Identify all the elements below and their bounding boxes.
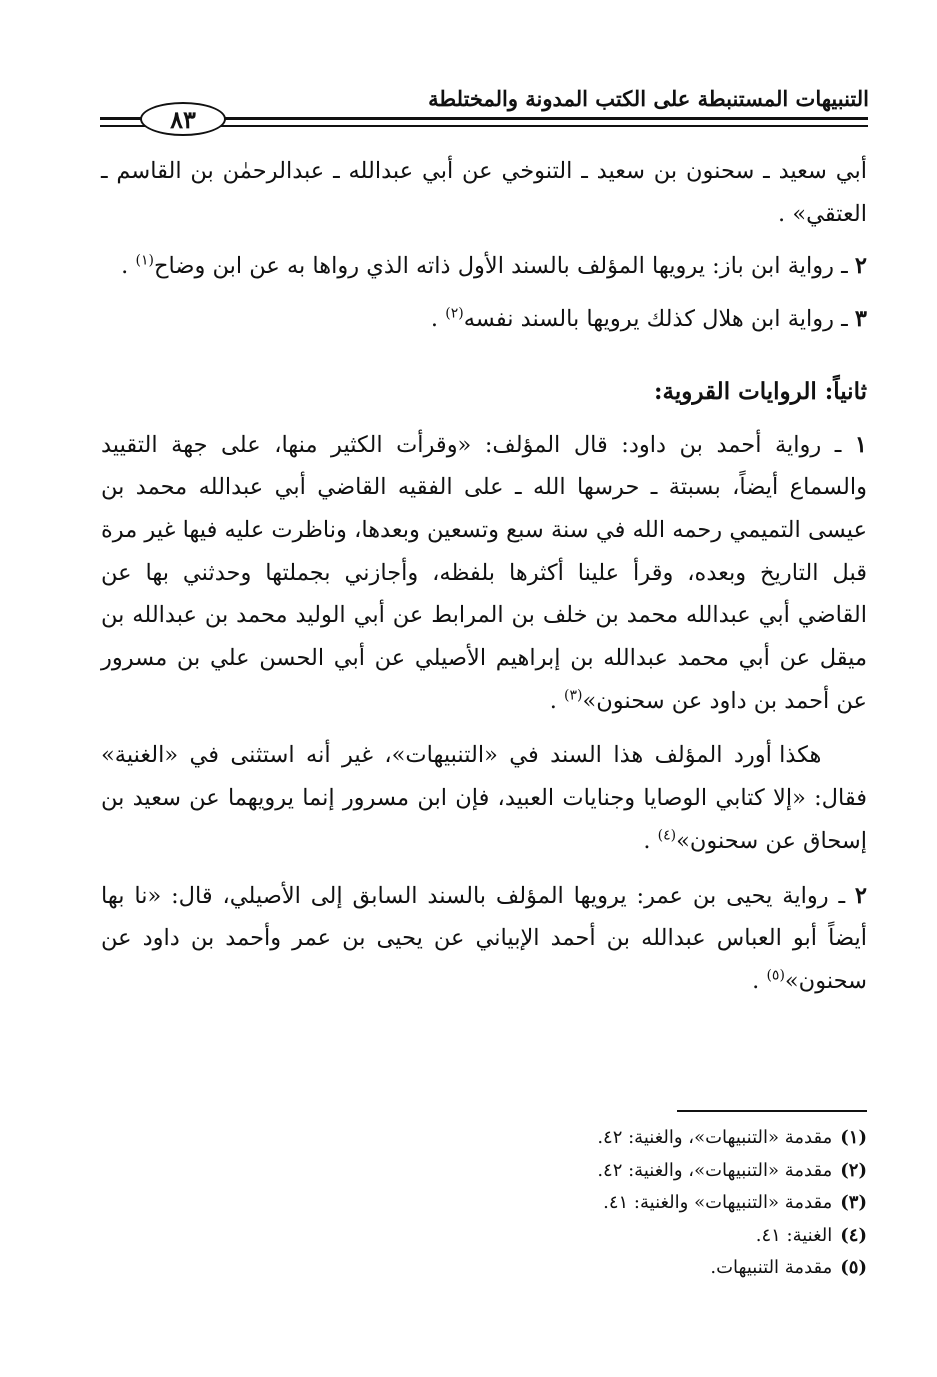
footnotes xyxy=(101,1122,867,1285)
section-heading: ثانياً: الروايات القروية: xyxy=(654,377,867,405)
paragraph-text: ـ رواية يحيى بن عمر: يرويها المؤلف بالسند السابق إلى الأصيلي، قال: «نا بها أيضاً أبو العباس عبدالله بن أحمد الإبياني عن يحيى بن عمر وأحمد بن داود عن سحنون» xyxy=(101,882,867,994)
paragraph-text: ـ رواية أحمد بن داود: قال المؤلف: «وقرأت الكثير منها، على جهة التقييد والسماع أيضاً، بسبتة ـ حرسها الله ـ على الفقيه القاضي أبي عبدالله محمد بن عيسى التميمي رحمه الله في سنة سبع وتسعين وبعدها، وناظرت عليه فيها غير مرة قبل التاريخ وبعده، وقرأ علينا أكثرها بلفظه، وأجازني بجملتها وحدثني بها عن القاضي أبي عبدالله محمد بن خلف بن المرابط عن أبي الوليد محمد بن عبدالله بن ميقل عن أبي محمد عبدالله بن إبراهيم الأصيلي عن أبي الحسن علي بن مسرور عن أحمد بن داود عن سحنون» xyxy=(101,431,867,714)
footnote-text: مقدمة «التنبيهات»، والغنية: ٤٢. xyxy=(597,1127,833,1148)
footnote-ref[interactable]: (٢) xyxy=(445,305,464,322)
footnote-separator xyxy=(677,1110,867,1112)
period: . xyxy=(121,253,136,280)
period: . xyxy=(643,827,658,854)
paragraph-text: ـ رواية ابن باز: يرويها المؤلف بالسند الأول ذاته الذي رواها به عن ابن وضاح xyxy=(153,253,848,280)
paragraph-commentary xyxy=(101,734,867,862)
item-number: ١ xyxy=(854,431,868,458)
page-number: ٨٣ xyxy=(140,102,226,136)
footnote-text: مقدمة التنبيهات. xyxy=(710,1257,833,1278)
footnote-text: مقدمة «التنبيهات» والغنية: ٤١. xyxy=(603,1192,833,1213)
paragraph-text: ـ رواية ابن هلال كذلك يرويها بالسند نفسه xyxy=(463,306,848,333)
item-number: ٣ xyxy=(854,306,867,333)
footnote-ref[interactable]: (٤) xyxy=(657,827,677,844)
footnote-item xyxy=(101,1187,867,1220)
footnote-ref[interactable]: (١) xyxy=(135,252,154,269)
paragraph-text: هكذا أورد المؤلف هذا السند في «التنبيهات»، غير أنه استثنى في «الغنية» فقال: «إلا كتابي الوصايا وجنايات العبيد، فإن ابن مسرور إنما يرويهما عن سعيد بن إسحاق عن سحنون» xyxy=(101,742,867,854)
footnote-item xyxy=(101,1220,867,1253)
paragraph-riwaya-yahya-ibn-umar xyxy=(101,875,867,1003)
footnote-item xyxy=(101,1122,867,1155)
footnote-item xyxy=(101,1155,867,1188)
paragraph-riwaya-ahmad-ibn-dawud xyxy=(101,424,867,723)
paragraph-text: أبي سعيد ـ سحنون بن سعيد ـ التنوخي عن أبي عبدالله ـ عبدالرحمٰن بن القاسم ـ العتقي» . xyxy=(101,158,867,227)
paragraph-riwaya-ibn-baz xyxy=(101,245,867,288)
footnote-number: (١) xyxy=(840,1127,867,1148)
period: . xyxy=(752,967,767,994)
item-number: ٢ xyxy=(854,253,867,280)
footnote-ref[interactable]: (٥) xyxy=(766,967,785,984)
footnote-number: (٢) xyxy=(840,1159,867,1181)
main-text xyxy=(101,150,867,1003)
paragraph-continuation xyxy=(101,150,867,235)
footnote-ref[interactable]: (٣) xyxy=(564,687,583,704)
footnote-item xyxy=(101,1252,867,1285)
period: . xyxy=(549,687,565,714)
footnote-text: الغنية: ٤١. xyxy=(755,1224,833,1246)
footnote-number: (٣) xyxy=(840,1192,867,1213)
period: . xyxy=(430,306,446,333)
footnote-number: (٥) xyxy=(840,1257,867,1278)
footnote-text: مقدمة «التنبيهات»، والغنية: ٤٢. xyxy=(597,1159,833,1181)
paragraph-riwaya-ibn-hilal xyxy=(101,298,867,341)
footnote-number: (٤) xyxy=(840,1224,867,1246)
item-number: ٢ xyxy=(854,882,867,909)
running-title: التنبيهات المستنبطة على الكتب المدونة والمختلطة xyxy=(428,86,869,111)
